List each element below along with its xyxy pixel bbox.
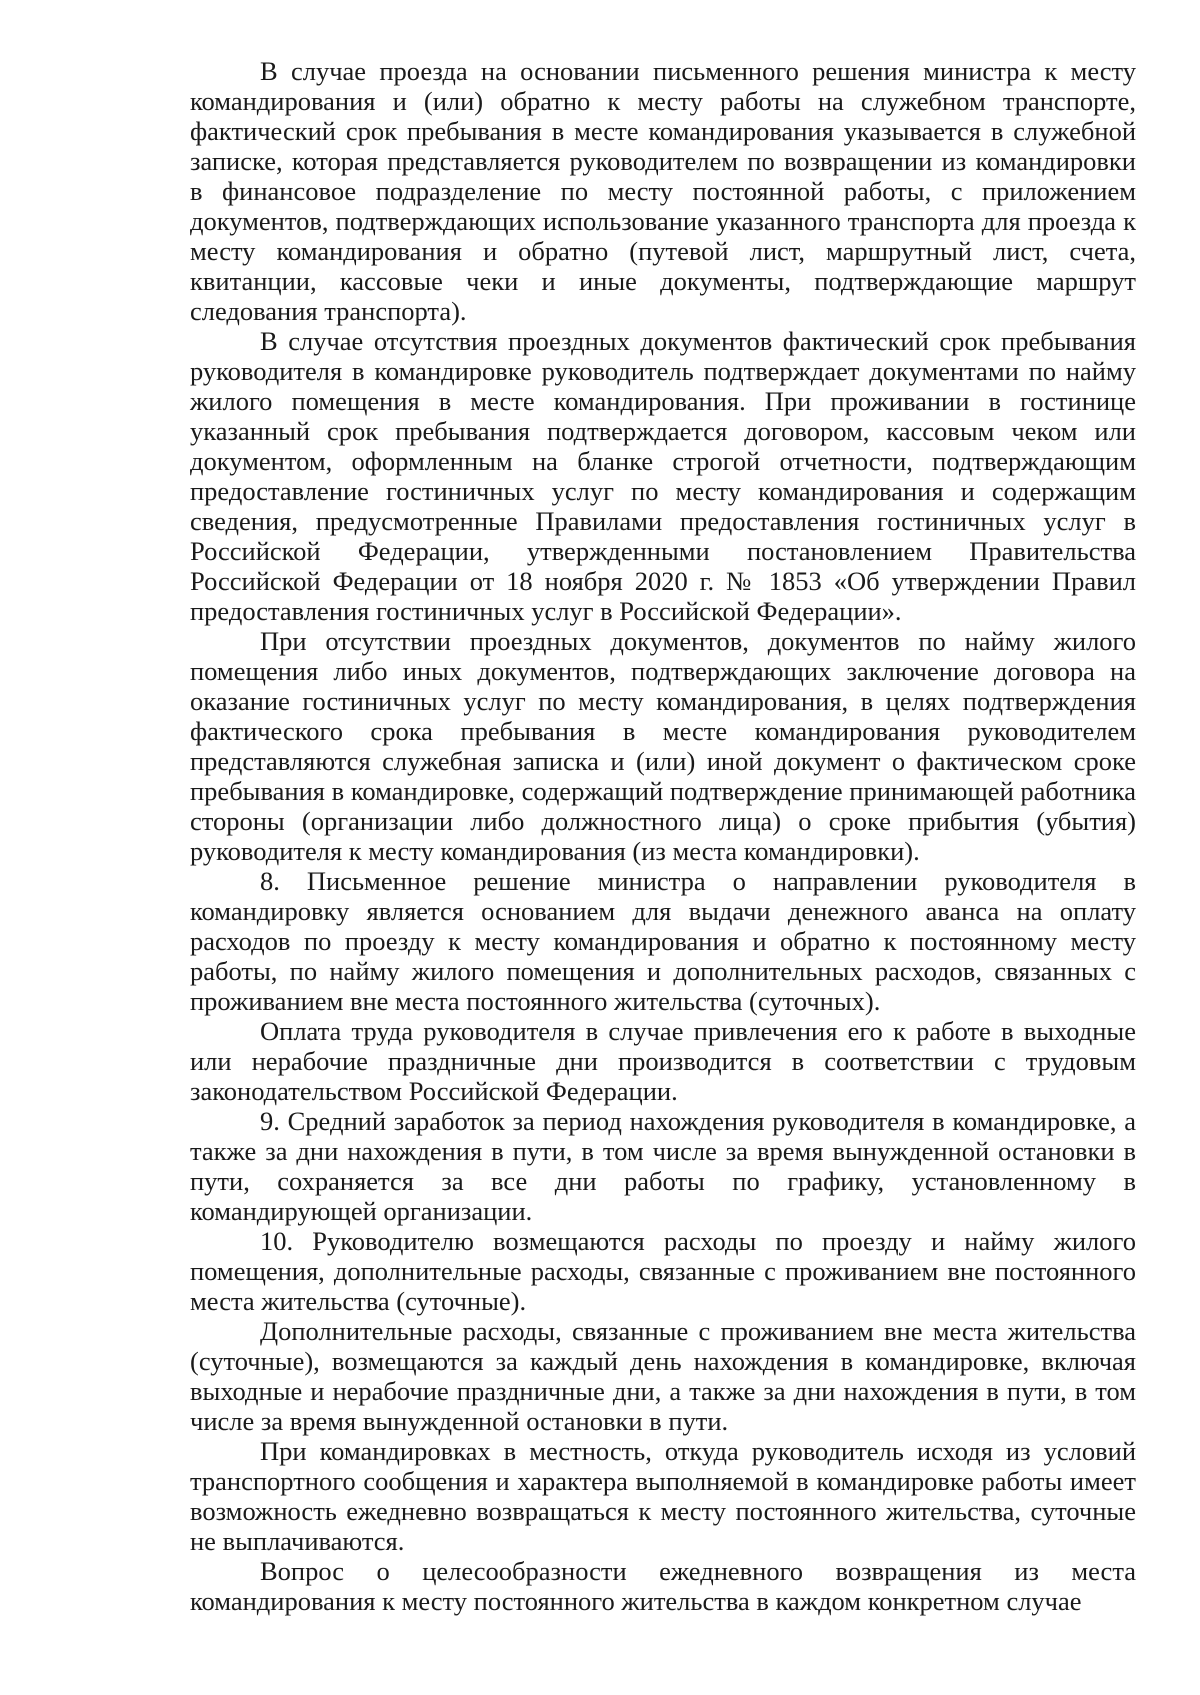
paragraph-item-10: 10. Руководителю возмещаются расходы по проезду и найму жилого помещения, дополнительные расходы, связанные с проживанием вне постоянного места жительства (суточные).: [190, 1226, 1136, 1316]
paragraph-item-9: 9. Средний заработок за период нахождения руководителя в командировке, а также за дни нахождения в пути, в том числе за время вынужденной остановки в пути, сохраняется за все дни работы по графику, установленному в командирующей организации.: [190, 1106, 1136, 1226]
document-page: [190, 56, 1136, 1616]
paragraph-daily-return: При командировках в местность, откуда руководитель исходя из условий транспортного сообщения и характера выполняемой в командировке работы имеет возможность ежедневно возвращаться к месту постоянного жительства, суточные не выплачиваются.: [190, 1436, 1136, 1556]
paragraph-no-documents-memo: При отсутствии проездных документов, документов по найму жилого помещения либо иных документов, подтверждающих заключение договора на оказание гостиничных услуг по месту командирования, в целях подтверждения фактического срока пребывания в месте командирования руководителем представляются служебная записка и (или) иной документ о фактическом сроке пребывания в командировке, содержащий подтверждение принимающей работника стороны (организации либо должностного лица) о сроке прибытия (убытия) руководителя к месту командирования (из места командировки).: [190, 626, 1136, 866]
paragraph-weekend-pay: Оплата труда руководителя в случае привлечения его к работе в выходные или нерабочие праздничные дни производится в соответствии с трудовым законодательством Российской Федерации.: [190, 1016, 1136, 1106]
paragraph-no-travel-documents: В случае отсутствия проездных документов фактический срок пребывания руководителя в командировке руководитель подтверждает документами по найму жилого помещения в месте командирования. При проживании в гостинице указанный срок пребывания подтверждается договором, кассовым чеком или документом, оформленным на бланке строгой отчетности, подтверждающим предоставление гостиничных услуг по месту командирования и содержащим сведения, предусмотренные Правилами предоставления гостиничных услуг в Российской Федерации, утвержденными постановлением Правительства Российской Федерации от 18 ноября 2020 г. № 1853 «Об утверждении Правил предоставления гостиничных услуг в Российской Федерации».: [190, 326, 1136, 626]
paragraph-per-diem: Дополнительные расходы, связанные с проживанием вне места жительства (суточные), возмещаются за каждый день нахождения в командировке, включая выходные и нерабочие праздничные дни, а также за дни нахождения в пути, в том числе за время вынужденной остановки в пути.: [190, 1316, 1136, 1436]
paragraph-daily-return-question: Вопрос о целесообразности ежедневного возвращения из места командирования к месту постоянного жительства в каждом конкретном случае: [190, 1556, 1136, 1616]
paragraph-service-transport: В случае проезда на основании письменного решения министра к месту командирования и (или) обратно к месту работы на служебном транспорте, фактический срок пребывания в месте командирования указывается в служебной записке, которая представляется руководителем по возвращении из командировки в финансовое подразделение по месту постоянной работы, с приложением документов, подтверждающих использование указанного транспорта для проезда к месту командирования и обратно (путевой лист, маршрутный лист, счета, квитанции, кассовые чеки и иные документы, подтверждающие маршрут следования транспорта).: [190, 56, 1136, 326]
paragraph-item-8: 8. Письменное решение министра о направлении руководителя в командировку является основанием для выдачи денежного аванса на оплату расходов по проезду к месту командирования и обратно к постоянному месту работы, по найму жилого помещения и дополнительных расходов, связанных с проживанием вне места постоянного жительства (суточных).: [190, 866, 1136, 1016]
